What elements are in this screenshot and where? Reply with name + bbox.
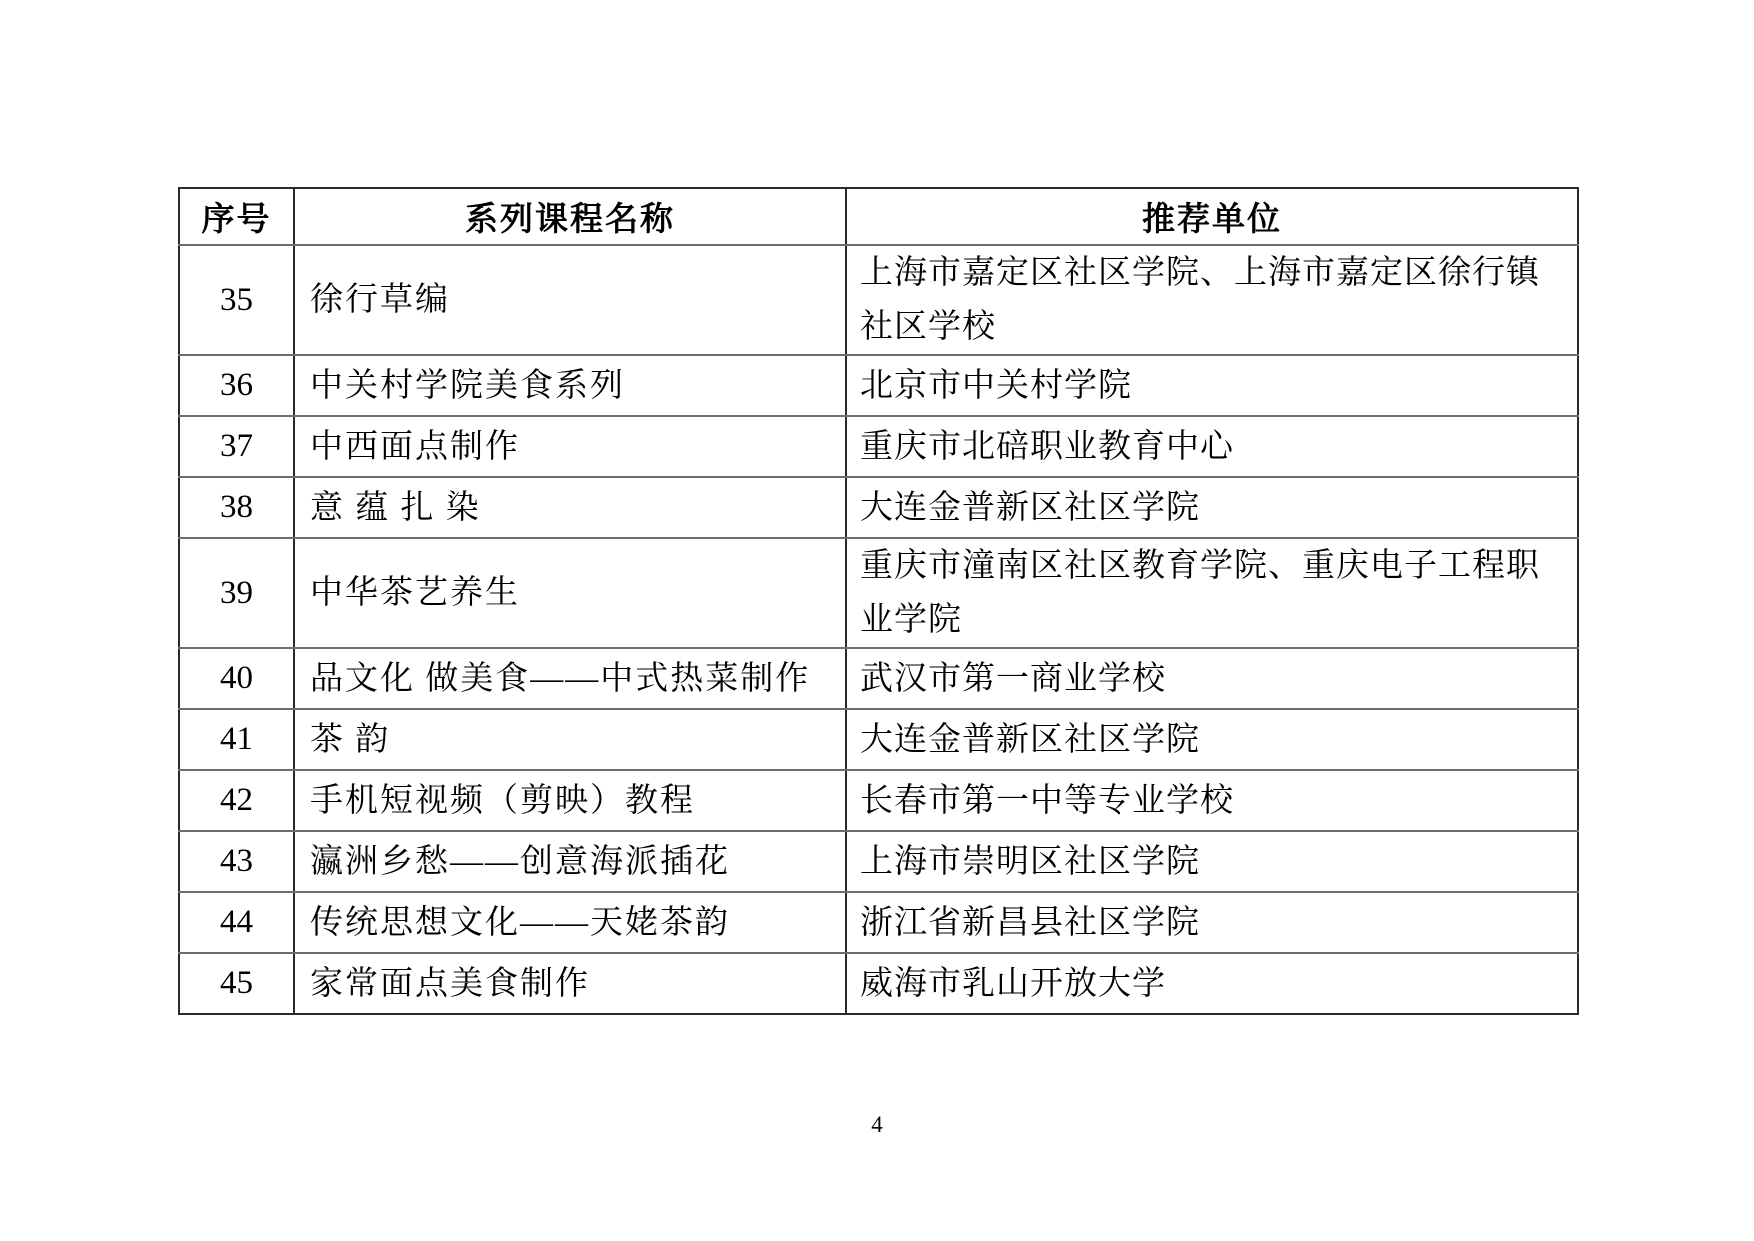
cell-serial-number: 38 xyxy=(179,477,294,538)
cell-serial-number: 44 xyxy=(179,892,294,953)
table-header xyxy=(179,188,1578,245)
cell-recommending-unit: 重庆市潼南区社区教育学院、重庆电子工程职业学院 xyxy=(846,538,1578,648)
cell-serial-number: 45 xyxy=(179,953,294,1014)
cell-course-name: 茶 韵 xyxy=(294,709,846,770)
cell-course-name: 家常面点美食制作 xyxy=(294,953,846,1014)
table-row xyxy=(179,953,1578,1014)
cell-serial-number: 39 xyxy=(179,538,294,648)
table-body xyxy=(179,245,1578,1014)
table-row xyxy=(179,416,1578,477)
table-row xyxy=(179,538,1578,648)
cell-serial-number: 40 xyxy=(179,648,294,709)
cell-recommending-unit: 武汉市第一商业学校 xyxy=(846,648,1578,709)
cell-serial-number: 37 xyxy=(179,416,294,477)
cell-course-name: 中关村学院美食系列 xyxy=(294,355,846,416)
table-row xyxy=(179,892,1578,953)
cell-recommending-unit: 上海市崇明区社区学院 xyxy=(846,831,1578,892)
table-row xyxy=(179,770,1578,831)
cell-recommending-unit: 重庆市北碚职业教育中心 xyxy=(846,416,1578,477)
cell-course-name: 意 蕴 扎 染 xyxy=(294,477,846,538)
cell-course-name: 手机短视频（剪映）教程 xyxy=(294,770,846,831)
table-row xyxy=(179,831,1578,892)
cell-recommending-unit: 威海市乳山开放大学 xyxy=(846,953,1578,1014)
column-header-course: 系列课程名称 xyxy=(294,188,846,245)
table-row xyxy=(179,355,1578,416)
cell-recommending-unit: 北京市中关村学院 xyxy=(846,355,1578,416)
cell-serial-number: 42 xyxy=(179,770,294,831)
cell-course-name: 中西面点制作 xyxy=(294,416,846,477)
table-row xyxy=(179,245,1578,355)
cell-course-name: 瀛洲乡愁——创意海派插花 xyxy=(294,831,846,892)
cell-recommending-unit: 大连金普新区社区学院 xyxy=(846,477,1578,538)
cell-course-name: 中华茶艺养生 xyxy=(294,538,846,648)
cell-serial-number: 43 xyxy=(179,831,294,892)
table-row xyxy=(179,477,1578,538)
cell-course-name: 徐行草编 xyxy=(294,245,846,355)
cell-serial-number: 36 xyxy=(179,355,294,416)
cell-recommending-unit: 浙江省新昌县社区学院 xyxy=(846,892,1578,953)
page-number: 4 xyxy=(871,1112,883,1137)
cell-course-name: 传统思想文化——天姥茶韵 xyxy=(294,892,846,953)
column-header-unit: 推荐单位 xyxy=(846,188,1578,245)
cell-course-name: 品文化 做美食——中式热菜制作 xyxy=(294,648,846,709)
cell-serial-number: 41 xyxy=(179,709,294,770)
cell-recommending-unit: 大连金普新区社区学院 xyxy=(846,709,1578,770)
course-table xyxy=(178,187,1579,1015)
table-row xyxy=(179,648,1578,709)
cell-recommending-unit: 上海市嘉定区社区学院、上海市嘉定区徐行镇社区学校 xyxy=(846,245,1578,355)
header-row xyxy=(179,188,1578,245)
cell-recommending-unit: 长春市第一中等专业学校 xyxy=(846,770,1578,831)
table-row xyxy=(179,709,1578,770)
cell-serial-number: 35 xyxy=(179,245,294,355)
column-header-no: 序号 xyxy=(179,188,294,245)
